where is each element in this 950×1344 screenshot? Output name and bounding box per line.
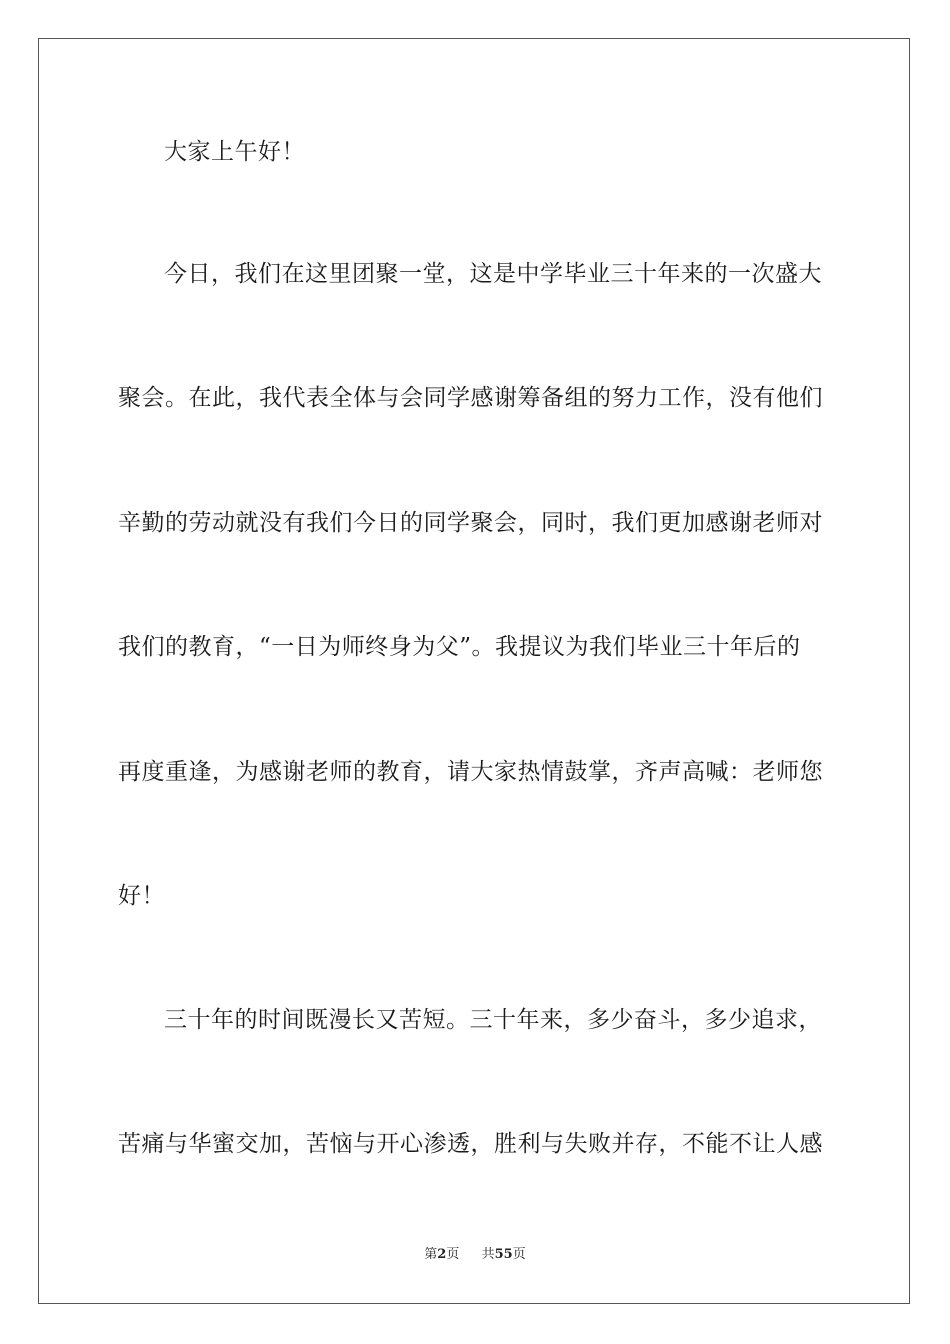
paragraph-line: 聚会。在此，我代表全体与会同学感谢筹备组的努力工作，没有他们	[118, 385, 823, 411]
page-suffix: 页	[446, 1247, 460, 1262]
page-footer	[0, 1246, 950, 1264]
total-pages: 55	[494, 1247, 513, 1262]
paragraph-line: 再度重逢，为感谢老师的教育，请大家热情鼓掌，齐声高喊：老师您	[118, 759, 823, 785]
total-suffix: 页	[512, 1247, 526, 1262]
page-prefix: 第	[424, 1247, 438, 1262]
paragraph-line: 今日，我们在这里团聚一堂，这是中学毕业三十年来的一次盛大	[164, 261, 822, 287]
page-border	[38, 38, 910, 1304]
paragraph-line: 三十年的时间既漫长又苦短。三十年来，多少奋斗，多少追求，	[164, 1007, 822, 1033]
paragraph-line: 辛勤的劳动就没有我们今日的同学聚会，同时，我们更加感谢老师对	[118, 510, 823, 536]
paragraph-line: 大家上午好！	[164, 139, 305, 165]
total-prefix: 共	[481, 1247, 495, 1262]
paragraph-line: 苦痛与华蜜交加，苦恼与开心渗透，胜利与失败并存，不能不让人感	[118, 1131, 823, 1157]
paragraph-line: 我们的教育，“一日为师终身为父”。我提议为我们毕业三十年后的	[118, 634, 801, 660]
page-number: 2	[437, 1247, 447, 1262]
paragraph-line: 好！	[118, 883, 165, 909]
